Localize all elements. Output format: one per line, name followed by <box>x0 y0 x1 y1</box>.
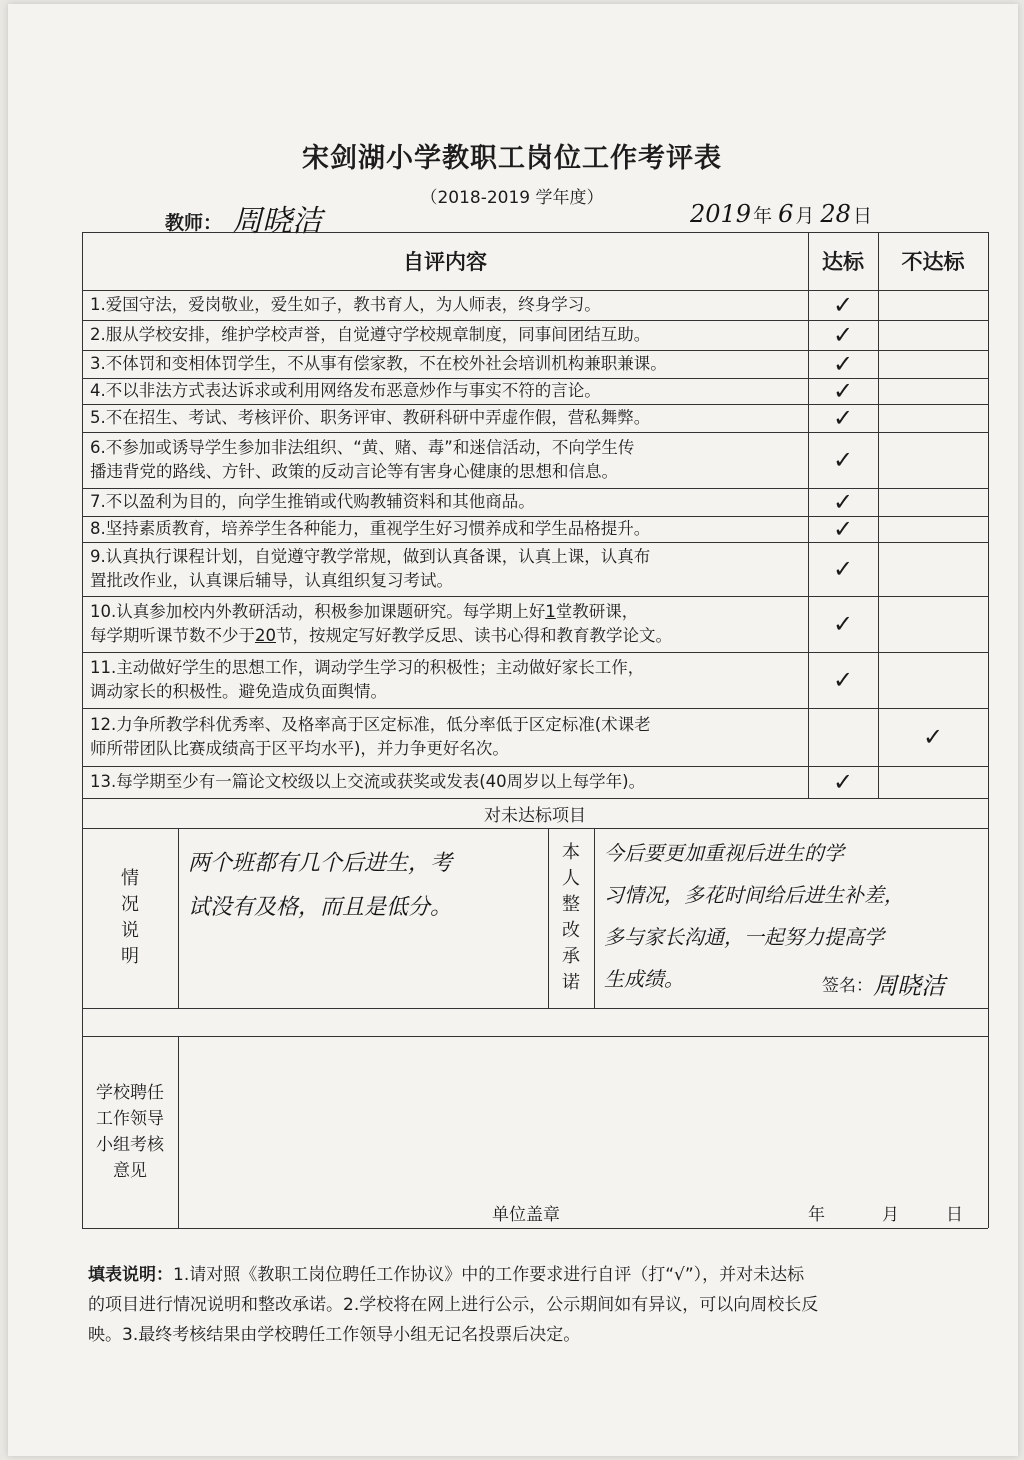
day-label: 日 <box>852 205 872 227</box>
teacher-label: 教师： <box>165 212 223 234</box>
criterion-10 <box>82 596 808 652</box>
situation-label <box>82 828 178 1008</box>
fail-check-13 <box>878 766 988 798</box>
fail-check-7 <box>878 488 988 516</box>
date-month: 6 <box>778 200 794 228</box>
form-title: 宋剑湖小学教职工岗位工作考评表 <box>302 143 722 174</box>
rectify-line-4: 生成绩。 <box>604 967 684 991</box>
criterion-10-text-a: 10.认真参加校内外教研活动，积极参加课题研究。每学期上好 <box>90 602 546 621</box>
table-line <box>594 828 595 1008</box>
pass-check-7: ✓ <box>832 488 854 516</box>
pass-check-6: ✓ <box>832 446 854 474</box>
year-label: 年 <box>753 205 773 227</box>
pass-check-8: ✓ <box>832 515 854 543</box>
fail-check-4 <box>878 378 988 404</box>
rectify-label <box>548 828 594 1008</box>
pass-check-9: ✓ <box>832 555 854 583</box>
pass-check-5: ✓ <box>832 404 854 432</box>
rectify-label-text: 本人整改承诺 <box>562 842 580 993</box>
instructions-line-3: 映。3.最终考核结果由学校聘任工作领导小组无记名投票后决定。 <box>88 1325 581 1345</box>
criterion-12-line-1: 12.力争所教学科优秀率、及格率高于区定标准，低分率低于区定标准(术课老 <box>90 715 651 734</box>
table-line <box>82 828 988 829</box>
fail-check-1 <box>878 290 988 320</box>
criterion-3: 3.不体罚和变相体罚学生，不从事有偿家教，不在校外社会培训机构兼职兼课。 <box>90 354 667 373</box>
table-line <box>178 1036 179 1228</box>
date-day: 28 <box>820 200 851 228</box>
situation-label-text: 情况说明 <box>121 868 139 967</box>
pass-check-3: ✓ <box>832 350 854 378</box>
instructions-line-2: 的项目进行情况说明和整改承诺。2.学校将在网上进行公示，公示期间如有异议，可以向周校长反 <box>88 1295 819 1315</box>
signature <box>822 968 982 998</box>
criterion-10-line-1 <box>90 600 638 624</box>
criterion-5: 5.不在招生、考试、考核评价、职务评审、教研科研中弄虚作假，营私舞弊。 <box>90 408 651 427</box>
criterion-6-line-1: 6.不参加或诱导学生参加非法组织、“黄、赌、毒”和迷信活动，不向学生传 <box>90 438 635 457</box>
seal-year: 年 <box>808 1204 825 1225</box>
criterion-11-line-2: 调动家长的积极性。避免造成负面舆情。 <box>90 682 387 701</box>
fail-check-3 <box>878 350 988 378</box>
school-year: （2018-2019 学年度） <box>420 188 604 208</box>
instructions-label: 填表说明： <box>88 1265 173 1285</box>
pass-check-10: ✓ <box>832 610 854 638</box>
pass-check-1: ✓ <box>832 291 854 319</box>
rectify-line-3: 多与家长沟通，一起努力提高学 <box>604 925 884 949</box>
seal-day: 日 <box>946 1204 963 1225</box>
evaluation-table <box>82 232 988 1228</box>
date <box>690 200 878 228</box>
header-fail: 不达标 <box>901 250 965 274</box>
signature-handwritten: 周晓洁 <box>873 971 945 1000</box>
criterion-7: 7.不以盈利为目的，向学生推销或代购教辅资料和其他商品。 <box>90 492 535 511</box>
situation-line-2: 试没有及格，而且是低分。 <box>188 895 453 920</box>
teacher-name-handwritten: 周晓洁 <box>232 204 322 239</box>
header-content: 自评内容 <box>403 250 487 274</box>
criterion-6 <box>82 432 808 488</box>
pass-check-12 <box>808 708 878 766</box>
criterion-1: 1.爱国守法，爱岗敬业，爱生如子，教书育人，为人师表，终身学习。 <box>90 295 601 314</box>
table-line <box>82 1036 988 1037</box>
criterion-10-text-b: 堂教研课， <box>555 602 639 621</box>
table-line <box>82 1008 988 1009</box>
situation-text <box>188 842 538 938</box>
criterion-12 <box>82 708 808 766</box>
pass-check-13: ✓ <box>832 768 854 796</box>
date-year: 2019 <box>690 200 752 228</box>
criterion-11 <box>82 652 808 708</box>
seal-month: 月 <box>882 1204 899 1225</box>
criterion-9 <box>82 542 808 596</box>
criterion-9-line-2: 置批改作业，认真课后辅导，认真组织复习考试。 <box>90 571 453 590</box>
seal-label: 单位盖章 <box>492 1204 560 1225</box>
instructions-text-1: 1.请对照《教职工岗位聘任工作协议》中的工作要求进行自评（打“√”），并对未达标 <box>173 1265 805 1285</box>
header-pass: 达标 <box>822 250 864 274</box>
fail-check-8 <box>878 516 988 542</box>
fail-check-12: ✓ <box>922 723 944 751</box>
instructions <box>88 1260 988 1350</box>
table-line <box>988 232 989 1228</box>
pass-check-4: ✓ <box>832 377 854 405</box>
criterion-2: 2.服从学校安排，维护学校声誉，自觉遵守学校规章制度，同事间团结互助。 <box>90 325 651 344</box>
rectify-line-1: 今后要更加重视后进生的学 <box>604 841 844 865</box>
fail-check-5 <box>878 404 988 432</box>
criterion-10-class-count: 20 <box>255 626 276 645</box>
criterion-10-lesson-count: 1 <box>545 602 556 621</box>
criterion-10-text-c: 每学期听课节数不少于 <box>90 626 255 645</box>
criterion-9-line-1: 9.认真执行课程计划，自觉遵守教学常规，做到认真备课，认真上课，认真布 <box>90 547 651 566</box>
pass-check-2: ✓ <box>832 321 854 349</box>
fail-check-10 <box>878 596 988 652</box>
criterion-10-text-d: 节，按规定写好教学反思、读书心得和教育教学论文。 <box>276 626 672 645</box>
rectify-line-2: 习情况，多花时间给后进生补差， <box>604 883 904 907</box>
criterion-6-line-2: 播违背党的路线、方针、政策的反动言论等有害身心健康的思想和信息。 <box>90 462 618 481</box>
criterion-13: 13.每学期至少有一篇论文校级以上交流或获奖或发表(40周岁以上每学年)。 <box>90 772 646 791</box>
criterion-4: 4.不以非法方式表达诉求或利用网络发布恶意炒作与事实不符的言论。 <box>90 381 601 400</box>
month-label: 月 <box>795 205 815 227</box>
criterion-11-line-1: 11.主动做好学生的思想工作，调动学生学习的积极性；主动做好家长工作， <box>90 658 645 677</box>
fail-check-6 <box>878 432 988 488</box>
instructions-line-1 <box>88 1260 988 1290</box>
table-line <box>82 1228 988 1229</box>
fail-check-11 <box>878 652 988 708</box>
fail-check-9 <box>878 542 988 596</box>
criterion-12-line-2: 师所带团队比赛成绩高于区平均水平)，并力争更好名次。 <box>90 739 509 758</box>
pass-check-11: ✓ <box>832 666 854 694</box>
table-line <box>178 828 179 1008</box>
unmet-header: 对未达标项目 <box>484 805 586 826</box>
fail-check-2 <box>878 320 988 350</box>
criterion-10-line-2 <box>90 624 672 648</box>
situation-line-1: 两个班都有几个后进生，考 <box>188 851 453 876</box>
leader-opinion-label <box>82 1036 178 1228</box>
leader-opinion-label-text: 学校聘任工作领导小组考核意见 <box>96 1083 164 1181</box>
criterion-8: 8.坚持素质教育，培养学生各种能力，重视学生好习惯养成和学生品格提升。 <box>90 519 651 538</box>
signature-label: 签名： <box>822 975 873 996</box>
